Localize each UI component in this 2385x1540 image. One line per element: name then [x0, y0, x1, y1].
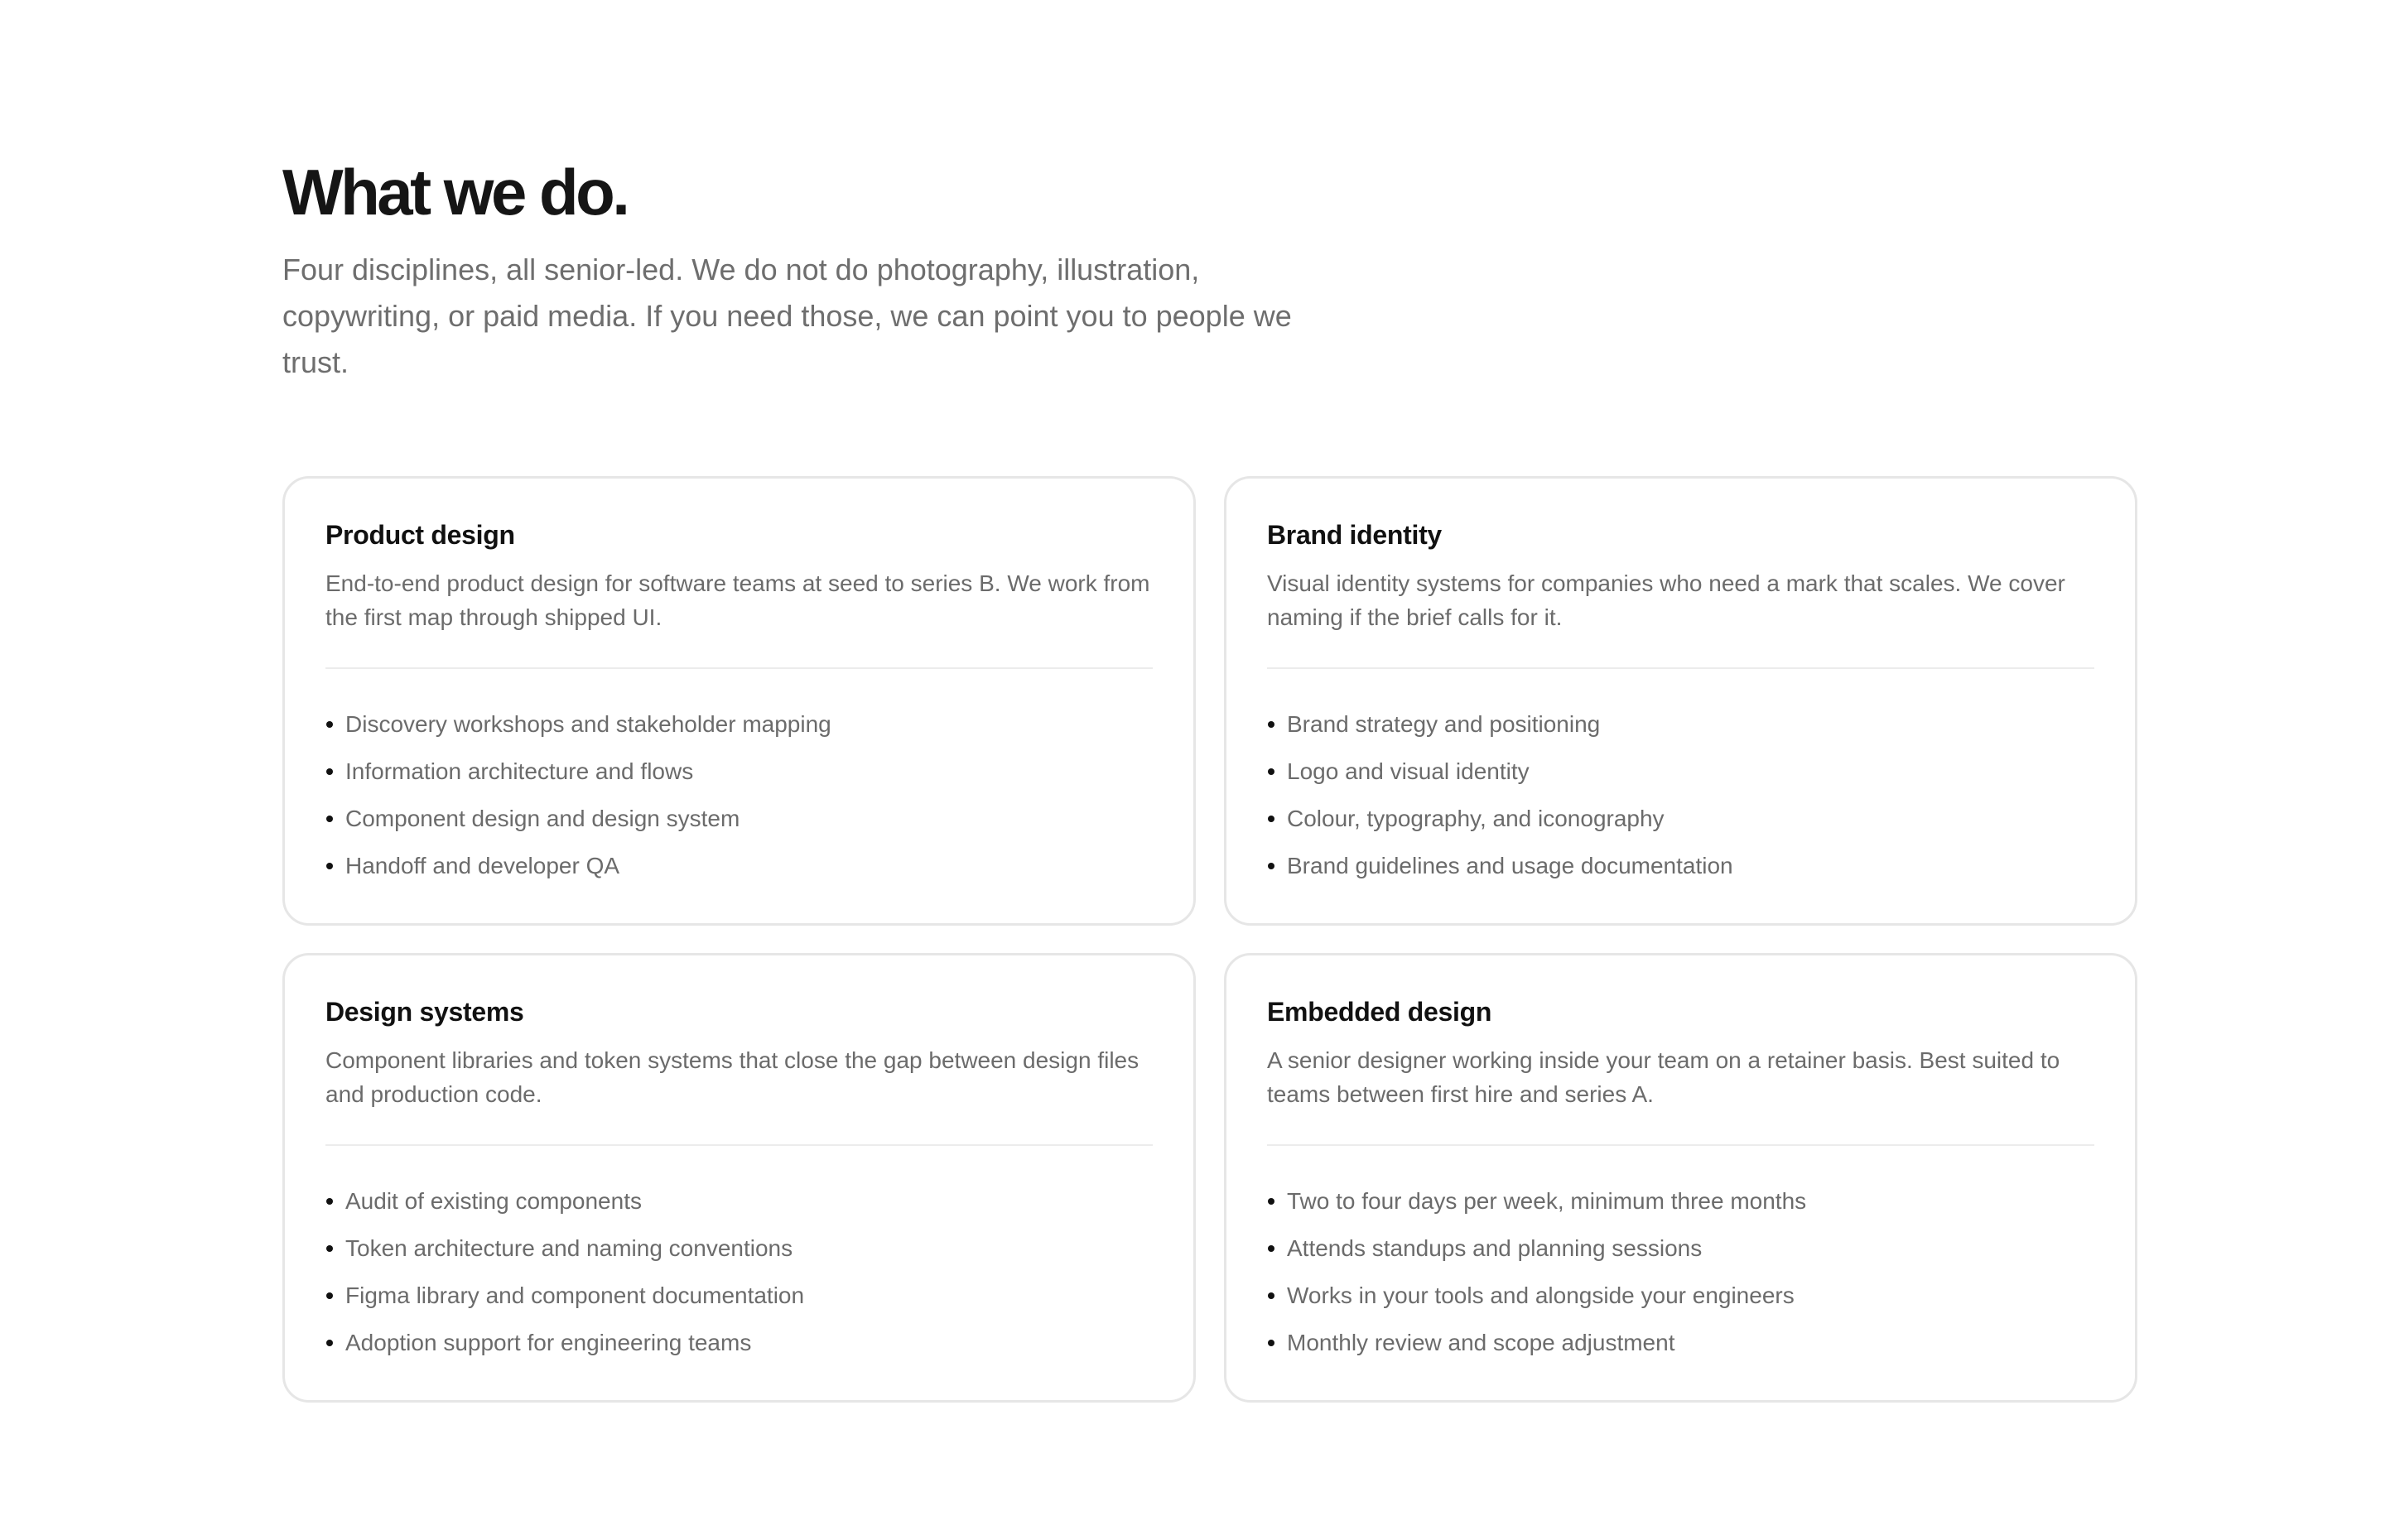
list-item-label: Two to four days per week, minimum three months — [1287, 1188, 1807, 1214]
card-description: Visual identity systems for companies who need a mark that scales. We cover naming if the brief calls for it. — [1267, 570, 2065, 630]
service-card-embedded-design — [1224, 953, 2137, 1403]
bullet-icon — [326, 863, 333, 869]
list-item-label: Discovery workshops and stakeholder mapping — [345, 711, 831, 737]
list-item — [325, 1319, 1153, 1366]
card-divider — [1267, 667, 2094, 669]
list-item — [1267, 748, 2094, 795]
card-bullet-list — [1267, 1177, 2094, 1366]
card-title: Brand identity — [1267, 520, 1442, 550]
card-description: A senior designer working inside your team on a retainer basis. Best suited to teams between first hire and series A. — [1267, 1047, 2060, 1107]
list-item-label: Brand strategy and positioning — [1287, 711, 1601, 737]
list-item — [1267, 1319, 2094, 1366]
what-we-do-section — [282, 157, 2137, 386]
section-title: What we do. — [282, 156, 628, 229]
bullet-icon — [1268, 816, 1274, 822]
bullet-icon — [1268, 768, 1274, 775]
list-item — [325, 795, 1153, 842]
bullet-icon — [326, 721, 333, 728]
list-item-label: Attends standups and planning sessions — [1287, 1235, 1703, 1261]
card-divider — [325, 667, 1153, 669]
service-card-brand-identity — [1224, 476, 2137, 926]
list-item-label: Brand guidelines and usage documentation — [1287, 853, 1733, 878]
list-item — [325, 1177, 1153, 1225]
list-item-label: Information architecture and flows — [345, 758, 694, 784]
list-item-label: Monthly review and scope adjustment — [1287, 1330, 1675, 1355]
list-item-label: Handoff and developer QA — [345, 853, 620, 878]
list-item — [1267, 1177, 2094, 1225]
card-bullet-list — [1267, 700, 2094, 889]
list-item — [1267, 842, 2094, 889]
list-item-label: Logo and visual identity — [1287, 758, 1530, 784]
list-item — [1267, 795, 2094, 842]
section-intro: Four disciplines, all senior-led. We do not do photography, illustration, copywriting, or paid media. If you need those, we can point you to people we trust. — [282, 253, 1292, 379]
card-title: Product design — [325, 520, 515, 550]
list-item — [1267, 1272, 2094, 1319]
services-grid — [282, 476, 2137, 1403]
list-item-label: Token architecture and naming conventions — [345, 1235, 793, 1261]
list-item — [1267, 700, 2094, 748]
bullet-icon — [1268, 721, 1274, 728]
list-item-label: Audit of existing components — [345, 1188, 642, 1214]
card-title: Embedded design — [1267, 997, 1492, 1027]
bullet-icon — [1268, 1245, 1274, 1252]
card-bullet-list — [325, 1177, 1153, 1366]
service-card-product-design — [282, 476, 1196, 926]
card-divider — [325, 1144, 1153, 1146]
list-item-label: Adoption support for engineering teams — [345, 1330, 752, 1355]
bullet-icon — [326, 816, 333, 822]
list-item-label: Component design and design system — [345, 806, 740, 831]
bullet-icon — [1268, 1292, 1274, 1299]
card-title: Design systems — [325, 997, 524, 1027]
bullet-icon — [326, 768, 333, 775]
list-item — [325, 1225, 1153, 1272]
bullet-icon — [326, 1292, 333, 1299]
card-divider — [1267, 1144, 2094, 1146]
bullet-icon — [1268, 1198, 1274, 1205]
service-card-design-systems — [282, 953, 1196, 1403]
bullet-icon — [326, 1245, 333, 1252]
bullet-icon — [326, 1340, 333, 1346]
list-item — [325, 748, 1153, 795]
card-description: Component libraries and token systems that close the gap between design files and production code. — [325, 1047, 1140, 1107]
card-bullet-list — [325, 700, 1153, 889]
list-item — [325, 700, 1153, 748]
list-item-label: Works in your tools and alongside your engineers — [1287, 1283, 1795, 1308]
list-item-label: Figma library and component documentation — [345, 1283, 805, 1308]
list-item — [1267, 1225, 2094, 1272]
card-description: End-to-end product design for software teams at seed to series B. We work from the first map through shipped UI. — [325, 570, 1150, 630]
list-item — [325, 1272, 1153, 1319]
bullet-icon — [1268, 1340, 1274, 1346]
list-item — [325, 842, 1153, 889]
list-item-label: Colour, typography, and iconography — [1287, 806, 1665, 831]
bullet-icon — [1268, 863, 1274, 869]
bullet-icon — [326, 1198, 333, 1205]
